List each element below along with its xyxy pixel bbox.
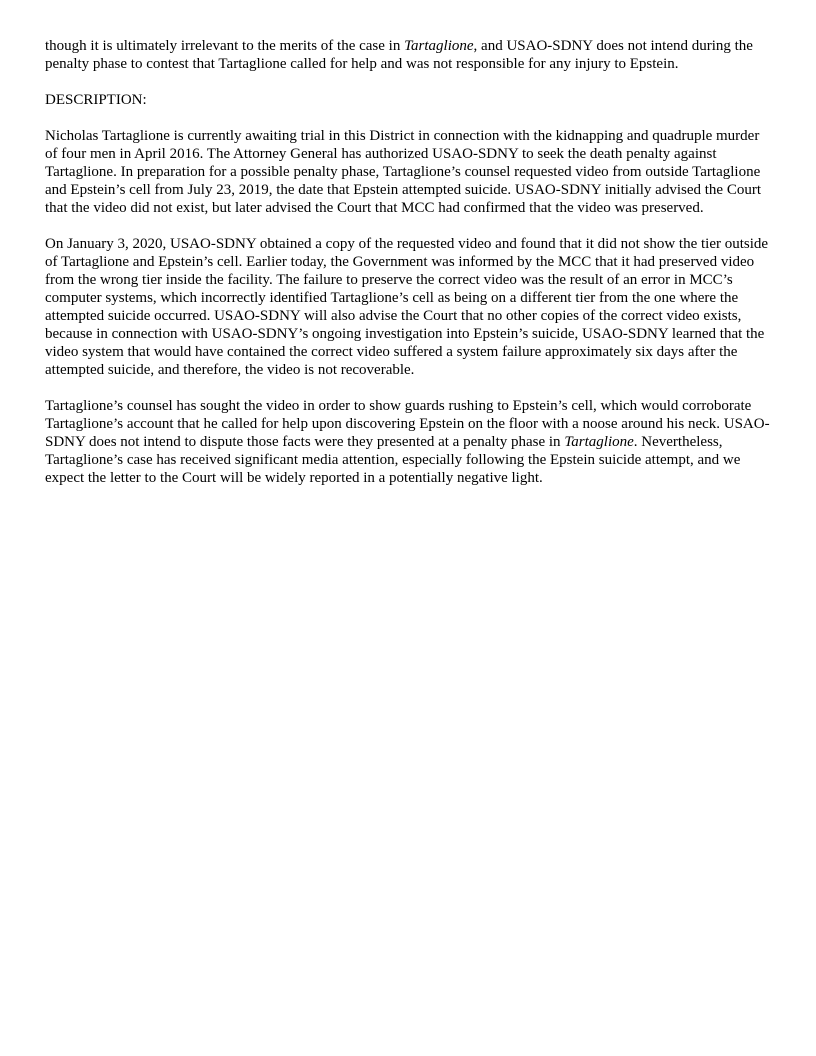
paragraph-text: Tartaglione’s counsel has sought the video in order to show guards rushing to Epstein’s cell, which would corroborate Tartaglione’s account that he called for help upon discovering Epstein on the floor with a noose around his neck. USAO-SDNY does not intend to dispute those facts were they presented at a penalty phase in	[45, 398, 770, 450]
paragraph-continuation	[45, 37, 774, 73]
document-page	[45, 37, 774, 505]
paragraph-text: though it is ultimately irrelevant to the merits of the case in	[45, 38, 405, 54]
paragraph-text: . Nevertheless, Tartaglione’s case has received significant media attention, especially following the Epstein suicide attempt, and we expect the letter to the Court will be widely reported in a potentially negative light.	[45, 434, 741, 486]
section-heading: DESCRIPTION:	[45, 92, 147, 108]
paragraph-background: Nicholas Tartaglione is currently awaiting trial in this District in connection with the kidnapping and quadruple murder of four men in April 2016. The Attorney General has authorized USAO-SDNY to seek the death penalty against Tartaglione. In preparation for a possible penalty phase, Tartaglione’s counsel requested video from outside Tartaglione and Epstein’s cell from July 23, 2019, the date that Epstein attempted suicide. USAO-SDNY initially advised the Court that the video did not exist, but later advised the Court that MCC had confirmed that the video was preserved.	[45, 128, 761, 216]
paragraph-media-concern	[45, 397, 774, 487]
paragraph-video-findings: On January 3, 2020, USAO-SDNY obtained a copy of the requested video and found that it did not show the tier outside of Tartaglione and Epstein’s cell. Earlier today, the Government was informed by the MCC that it had preserved video from the wrong tier inside the facility. The failure to preserve the correct video was the result of an error in MCC’s computer systems, which incorrectly identified Tartaglione’s cell as being on a different tier from the one where the attempted suicide occurred. USAO-SDNY will also advise the Court that no other copies of the correct video exists, because in connection with USAO-SDNY’s ongoing investigation into Epstein’s suicide, USAO-SDNY learned that the video system that would have contained the correct video suffered a system failure approximately six days after the attempted suicide, and therefore, the video is not recoverable.	[45, 236, 769, 378]
paragraph-text: , and USAO-SDNY does not intend during the penalty phase to contest that Tartaglione called for help and was not responsible for any injury to Epstein.	[45, 38, 753, 72]
case-name-italic: Tartaglione	[404, 38, 474, 54]
case-name-italic: Tartaglione	[564, 434, 634, 450]
